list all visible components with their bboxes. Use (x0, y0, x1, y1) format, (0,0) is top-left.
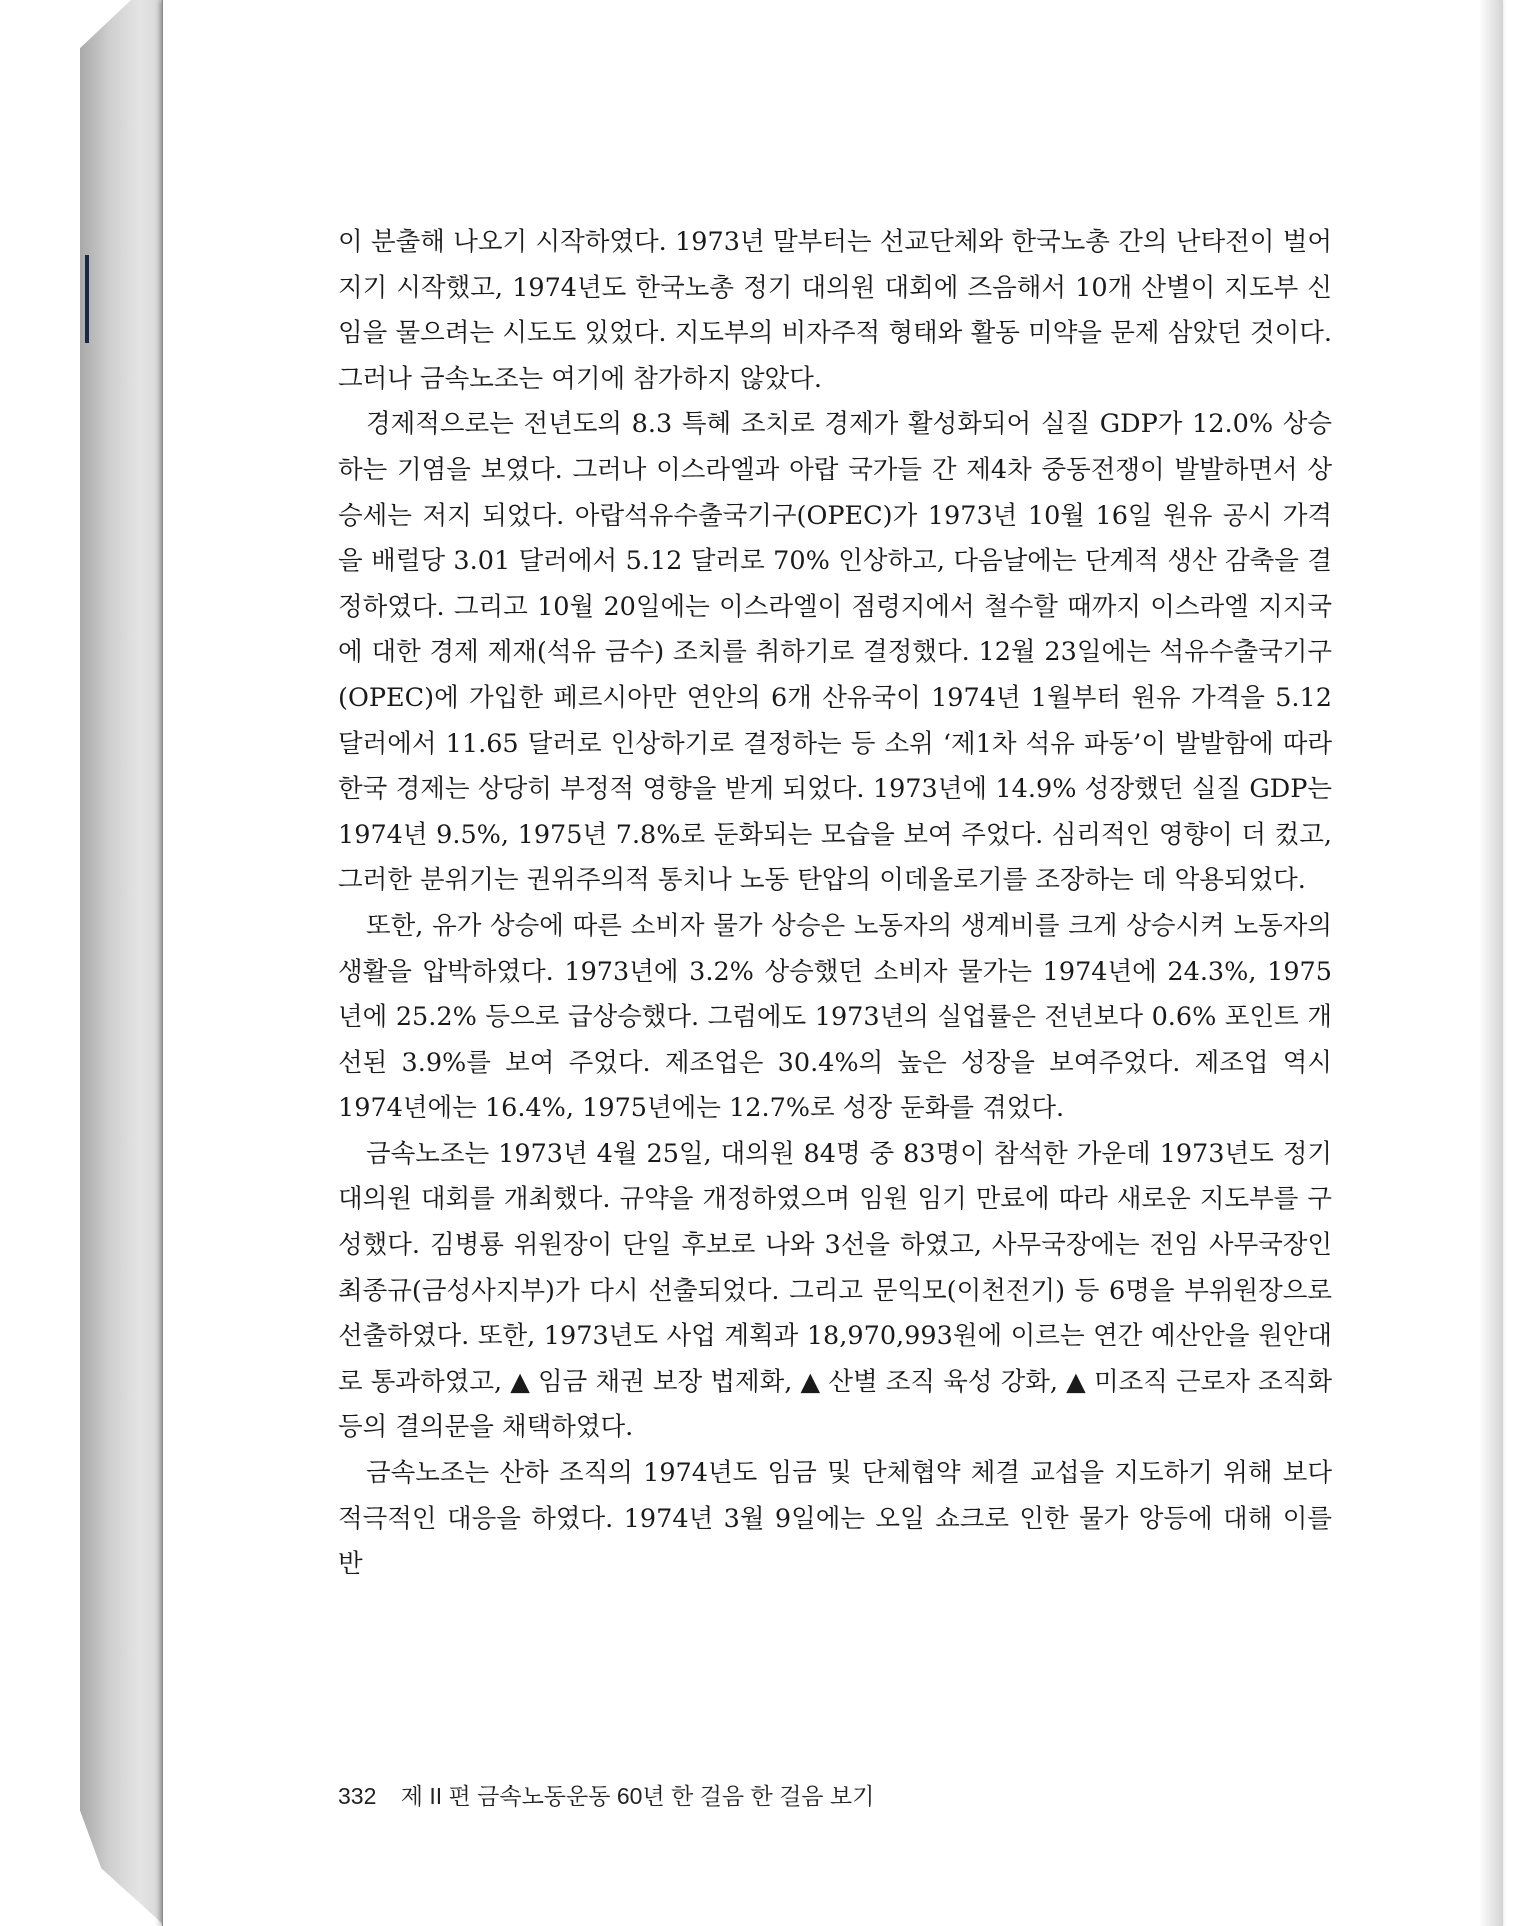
section-title: 제 II 편 금속노동운동 60년 한 걸음 한 걸음 보기 (400, 1783, 875, 1809)
book-page-edges (80, 0, 165, 1926)
paragraph-continued: 이 분출해 나오기 시작하였다. 1973년 말부터는 선교단체와 한국노총 간의 난타전이 벌어지기 시작했고, 1974년도 한국노총 정기 대의원 대회에 즈음해서 10개 산별이 지도부 신임을 물으려는 시도도 있었다. 지도부의 비자주적 형태와 활동 미약을 문제 삼았던 것이다. 그러나 금속노조는 여기에 참가하지 않았다. (338, 227, 1332, 394)
body-text (338, 220, 1332, 1588)
page-footer (338, 1778, 874, 1811)
paragraph-prices: 또한, 유가 상승에 따른 소비자 물가 상승은 노동자의 생계비를 크게 상승시켜 노동자의 생활을 압박하였다. 1973년에 3.2% 상승했던 소비자 물가는 1974년에 24.3%, 1975년에 25.2% 등으로 급상승했다. 그럼에도 1973년의 실업률은 전년보다 0.6% 포인트 개선된 3.9%를 보여 주었다. 제조업은 30.4%의 높은 성장을 보여주었다. 제조업 역시 1974년에는 16.4%, 1975년에는 12.7%로 성장 둔화를 겪었다. (338, 910, 1332, 1124)
page-number: 332 (338, 1783, 377, 1809)
paragraph-economy: 경제적으로는 전년도의 8.3 특혜 조치로 경제가 활성화되어 실질 GDP가 12.0% 상승하는 기염을 보였다. 그러나 이스라엘과 아랍 국가들 간 제4차 중동전쟁이 발발하면서 상승세는 저지 되었다. 아랍석유수출국기구(OPEC)가 1973년 10월 16일 원유 공시 가격을 배럴당 3.01 달러에서 5.12 달러로 70% 인상하고, 다음날에는 단계적 생산 감축을 결정하였다. 그리고 10월 20일에는 이스라엘이 점령지에서 철수할 때까지 이스라엘 지지국에 대한 경제 제재(석유 금수) 조치를 취하기로 결정했다. 12월 23일에는 석유수출국기구(OPEC)에 가입한 페르시아만 연안의 6개 산유국이 1974년 1월부터 원유 가격을 5.12 달러에서 11.65 달러로 인상하기로 결정하는 등 소위 ‘제1차 석유 파동’이 발발함에 따라 한국 경제는 상당히 부정적 영향을 받게 되었다. 1973년에 14.9% 성장했던 실질 GDP는 1974년 9.5%, 1975년 7.8%로 둔화되는 모습을 보여 주었다. 심리적인 영향이 더 컸고, 그러한 분위기는 권위주의적 통치나 노동 탄압의 이데올로기를 조장하는 데 악용되었다. (338, 409, 1332, 896)
page-binding-shadow (1479, 0, 1503, 1926)
paragraph-wage-bargaining: 금속노조는 산하 조직의 1974년도 임금 및 단체협약 체결 교섭을 지도하기 위해 보다 적극적인 대응을 하였다. 1974년 3월 9일에는 오일 쇼크로 인한 물가 앙등에 대해 이를 반 (338, 1458, 1332, 1580)
paragraph-convention: 금속노조는 1973년 4월 25일, 대의원 84명 중 83명이 참석한 가운데 1973년도 정기 대의원 대회를 개최했다. 규약을 개정하였으며 임원 임기 만료에 따라 새로운 지도부를 구성했다. 김병룡 위원장이 단일 후보로 나와 3선을 하였고, 사무국장에는 전임 사무국장인 최종규(금성사지부)가 다시 선출되었다. 그리고 문익모(이천전기) 등 6명을 부위원장으로 선출하였다. 또한, 1973년도 사업 계획과 18,970,993원에 이르는 연간 예산안을 원안대로 통과하였고, ▲ 임금 채권 보장 법제화, ▲ 산별 조직 육성 강화, ▲ 미조직 근로자 조직화 등의 결의문을 채택하였다. (338, 1138, 1333, 1443)
edge-bookmark (85, 255, 89, 343)
